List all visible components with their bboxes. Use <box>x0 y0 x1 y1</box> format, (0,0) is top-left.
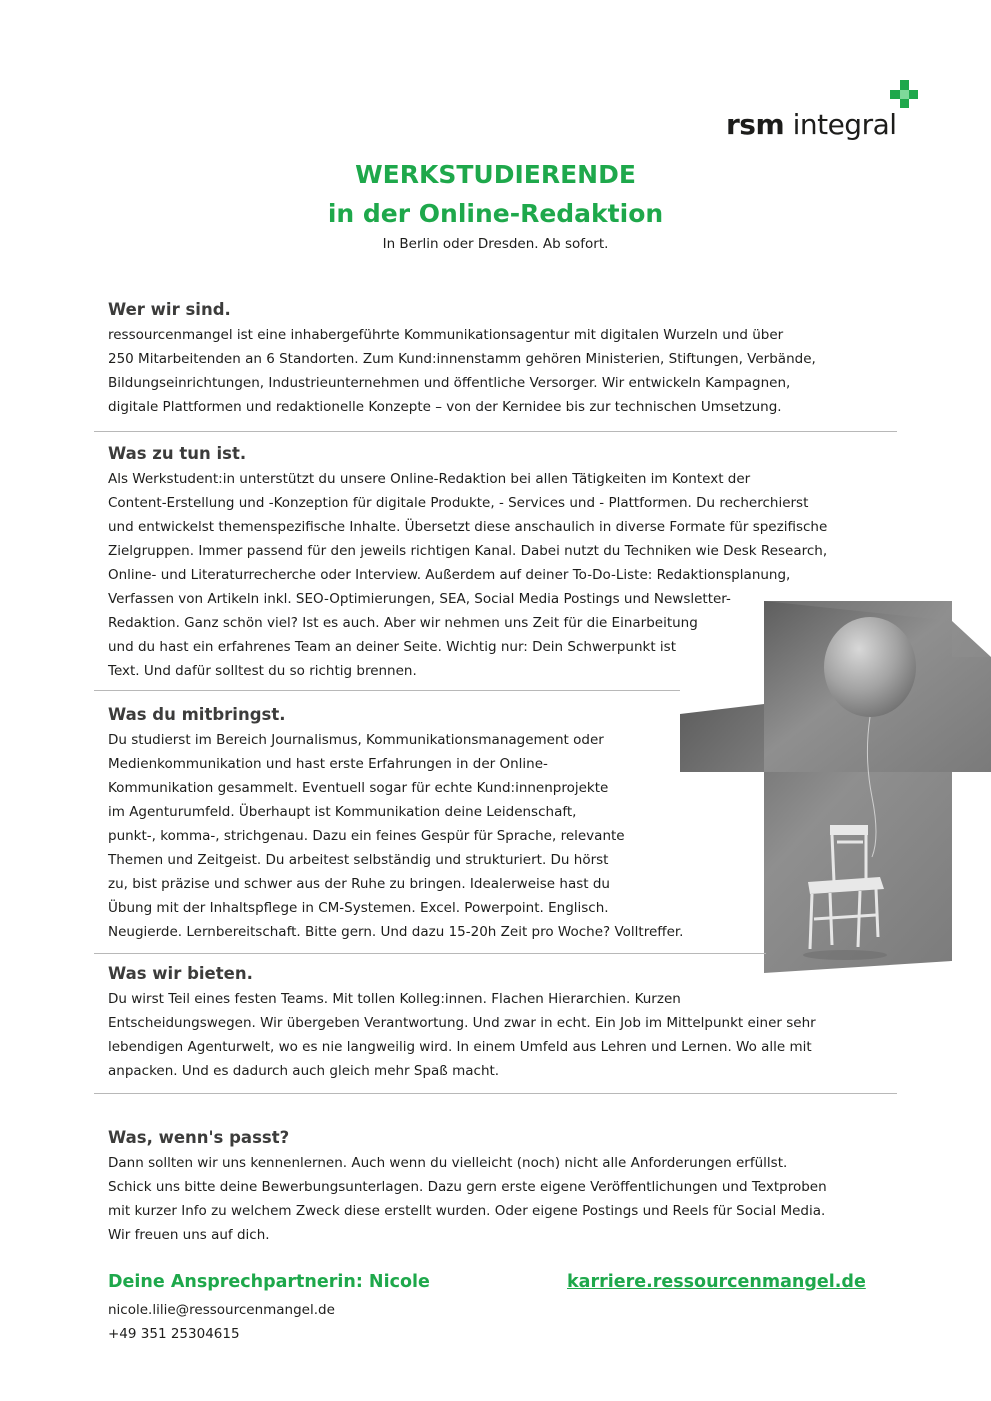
section-profile <box>108 705 683 944</box>
page-subtitle: In Berlin oder Dresden. Ab sofort. <box>382 236 609 252</box>
divider <box>94 431 897 432</box>
section-heading: Was wir bieten. <box>108 964 253 983</box>
career-link[interactable]: karriere.ressourcenmangel.de <box>567 1272 866 1292</box>
section-heading: Was, wenn's passt? <box>108 1128 290 1147</box>
brand-logo <box>726 80 926 144</box>
divider <box>94 1093 897 1094</box>
section-who-we-are <box>108 300 816 419</box>
section-text: Du studierst im Bereich Journalismus, Kommunikationsmanagement oder Medienkommunikation und hast erste Erfahrungen in der Online- Kommunikation gesammelt. Eventuell sogar für echte Kund:innenprojekte im Agenturumfeld. Überhaupt ist Kommunikation deine Leidenschaft, punkt-, komma-, strichgenau. Dazu ein feines Gespür für Sprache, relevante Themen und Zeitgeist. Du arbeitest selbständig und strukturiert. Du hörst zu, bist präzise und schwer aus der Ruhe zu bringen. Idealerweise hast du Übung mit der Inhaltspflege in CM-Systemen. Excel. Powerpoint. Englisch. Neugierde. Lernbereitschaft. Bitte gern. Und dazu 15-20h Zeit pro Woche? Volltreffer. <box>108 732 684 940</box>
section-text: Du wirst Teil eines festen Teams. Mit tollen Kolleg:innen. Flachen Hierarchien. Kurzen Entscheidungswegen. Wir übergeben Verantwortung. Und zwar in echt. Ein Job im Mittelpunkt einer sehr lebendigen Agenturwelt, wo es nie langweilig wird. In einem Umfeld aus Lehren und Lernen. Wo alle mit anpacken. Und es dadurch auch gleich mehr Spaß macht. <box>108 991 816 1079</box>
divider <box>94 690 680 691</box>
section-offer <box>108 964 816 1083</box>
section-text: ressourcenmangel ist eine inhabergeführte Kommunikationsagentur mit digitalen Wurzeln und über 250 Mitarbeitenden an 6 Standorten. Zum Kund:innenstamm gehören Ministerien, Stiftungen, Verbände, Bildungseinrichtungen, Industrieunternehmen und öffentliche Versorger. Wir entwickeln Kampagnen, digitale Plattformen und redaktionelle Konzepte – von der Kernidee bis zur technischen Umsetzung. <box>108 327 816 415</box>
section-heading: Was du mitbringst. <box>108 705 286 724</box>
section-tasks <box>108 444 827 683</box>
section-text: Dann sollten wir uns kennenlernen. Auch wenn du vielleicht (noch) nicht alle Anforderungen erfüllst. Schick uns bitte deine Bewerbungsunterlagen. Dazu gern erste eigene Veröffentlichungen und Textproben mit kurzer Info zu welchem Zweck diese erstellt wurden. Oder eigene Postings und Reels für Social Media. Wir freuen uns auf dich. <box>108 1155 827 1243</box>
section-next-steps <box>108 1128 827 1247</box>
contact-phone[interactable]: +49 351 25304615 <box>108 1326 240 1342</box>
divider <box>94 953 766 954</box>
section-text: Als Werkstudent:in unterstützt du unsere Online-Redaktion bei allen Tätigkeiten im Kontext der Content-Erstellung und -Konzeption für digitale Produkte, - Services und - Plattformen. Du recherchierst und entwickelst themenspezifische Inhalte. Übersetzt diese anschaulich in diverse Formate für spezifische Zielgruppen. Immer passend für den jeweils richtigen Kanal. Dabei nutzt du Techniken wie Desk Research, Online- und Literaturrecherche oder Interview. Außerdem auf deiner To-Do-Liste: Redaktionsplanung, Verfassen von Artikeln inkl. SEO-Optimierungen, SEA, Social Media Postings und Newsletter- Redaktion. Ganz schön viel? Ist es auch. Aber wir nehmen uns Zeit für die Einarbeitung und du hast ein erfahrenes Team an deiner Seite. Wichtig nur: Dein Schwerpunkt ist Text. Und dafür solltest du so richtig brennen. <box>108 471 828 679</box>
section-heading: Wer wir sind. <box>108 300 231 319</box>
logo-wordmark: rsm integral <box>726 108 897 141</box>
page-title-line2: in der Online-Redaktion <box>327 199 664 228</box>
contact-email[interactable]: nicole.lilie@ressourcenmangel.de <box>108 1302 335 1318</box>
contact-heading: Deine Ansprechpartnerin: Nicole <box>108 1272 430 1292</box>
section-heading: Was zu tun ist. <box>108 444 247 463</box>
green-cross-icon <box>890 80 918 108</box>
page-title-line1: WERKSTUDIERENDE <box>355 160 636 189</box>
